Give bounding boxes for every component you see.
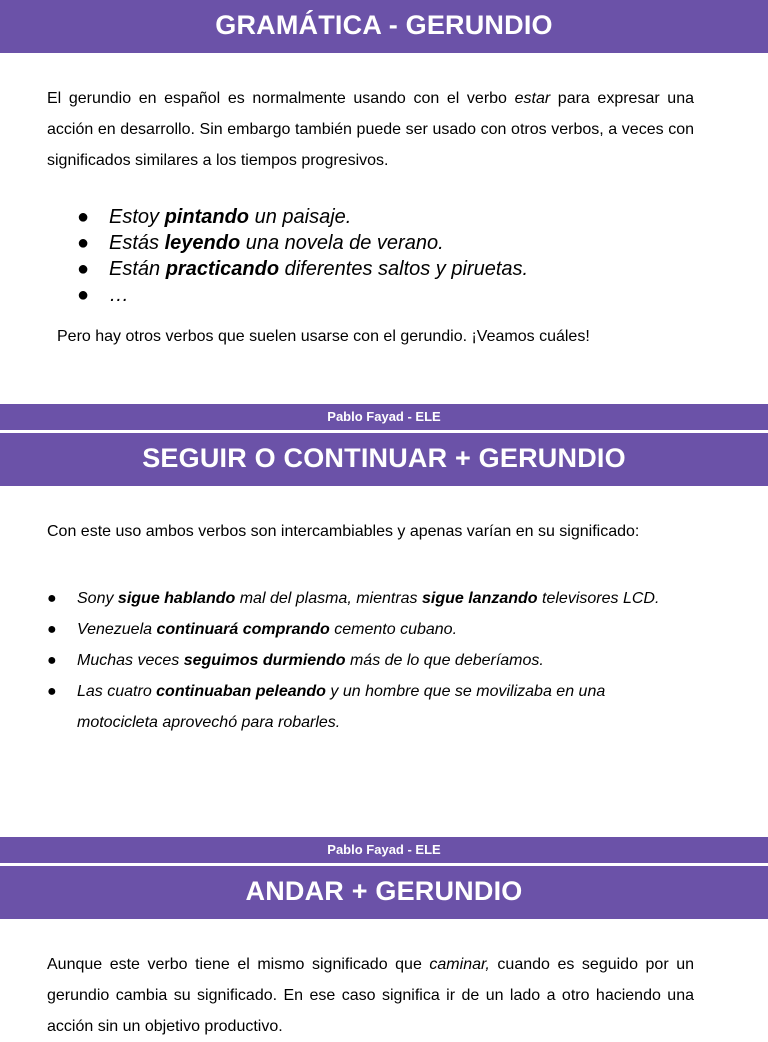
intro-text-c: para expresar una acción en desarrollo. Sin embargo también puede ser usado con otros verbos, a veces con significados similares a los tiempos progresivos. [47,90,694,169]
list-item [77,282,737,308]
page-footer: Pablo Fayad - ELE [0,404,768,430]
andar-text-caminar: caminar, [429,956,490,973]
example-gerund: continuará comprando [156,621,330,638]
list-item [77,204,737,230]
example-gerund: sigue hablando [117,590,236,607]
example-gerund: sigue lanzando [422,590,538,607]
list-item [77,230,737,256]
example-part-a: Sony [77,590,118,607]
seguir-intro-paragraph: Con este uso ambos verbos son intercambiables y apenas varían en su significado: [47,523,640,540]
outro-paragraph: Pero hay otros verbos que suelen usarse con el gerundio. ¡Veamos cuáles! [57,328,590,345]
example-part-c: y un hombre que se movilizaba en una motocicleta aprovechó para robarles. [77,683,606,731]
bullet-icon: ● [47,652,57,669]
example-part-c: más de lo que deberíamos. [345,652,544,669]
example-pre: Estoy [109,206,165,228]
example-post: un paisaje. [249,206,352,228]
example-gerund: leyendo [164,232,241,254]
estar-examples-list [77,204,737,308]
example-part-a: Venezuela [77,621,157,638]
page-footer: Pablo Fayad - ELE [0,837,768,863]
example-pre: Están [109,258,166,280]
bullet-icon: ● [77,284,90,306]
example-part-a: Muchas veces [77,652,184,669]
bullet-icon: ● [77,232,90,254]
example-gerund: pintando [164,206,250,228]
intro-text-a: El gerundio en español es normalmente usando con el verbo [47,90,515,107]
list-item [47,676,637,738]
list-item [77,256,737,282]
example-gerund: practicando [165,258,280,280]
section-title-seguir-continuar: SEGUIR O CONTINUAR + GERUNDIO [0,433,768,486]
bullet-icon: ● [47,590,57,607]
andar-intro-paragraph [47,949,694,1042]
list-item [47,645,727,676]
example-gerund: seguimos durmiendo [183,652,346,669]
example-post: diferentes saltos y piruetas. [279,258,529,280]
example-part-a: Las cuatro [77,683,157,700]
example-ellipsis: … [109,284,129,306]
andar-text-c: cuando es seguido por un gerundio cambia su significado. En ese caso significa ir de un lado a otro haciendo una acción sin un objetivo productivo. [47,956,694,1035]
list-item [47,583,727,614]
example-pre: Estás [109,232,165,254]
bullet-icon: ● [77,206,90,228]
intro-paragraph [47,83,694,176]
bullet-icon: ● [47,621,57,638]
example-part-e: televisores LCD. [537,590,660,607]
andar-text-a: Aunque este verbo tiene el mismo significado que [47,956,430,973]
section-title-andar: ANDAR + GERUNDIO [0,866,768,919]
bullet-icon: ● [47,683,57,700]
example-part-c: mal del plasma, mientras [235,590,422,607]
section-title-gramatica: GRAMÁTICA - GERUNDIO [0,0,768,53]
example-gerund: continuaban peleando [156,683,326,700]
example-part-c: cemento cubano. [329,621,458,638]
list-item [47,614,727,645]
bullet-icon: ● [77,258,90,280]
example-post: una novela de verano. [240,232,444,254]
seguir-examples-list [47,583,727,738]
intro-text-estar: estar [514,90,551,107]
